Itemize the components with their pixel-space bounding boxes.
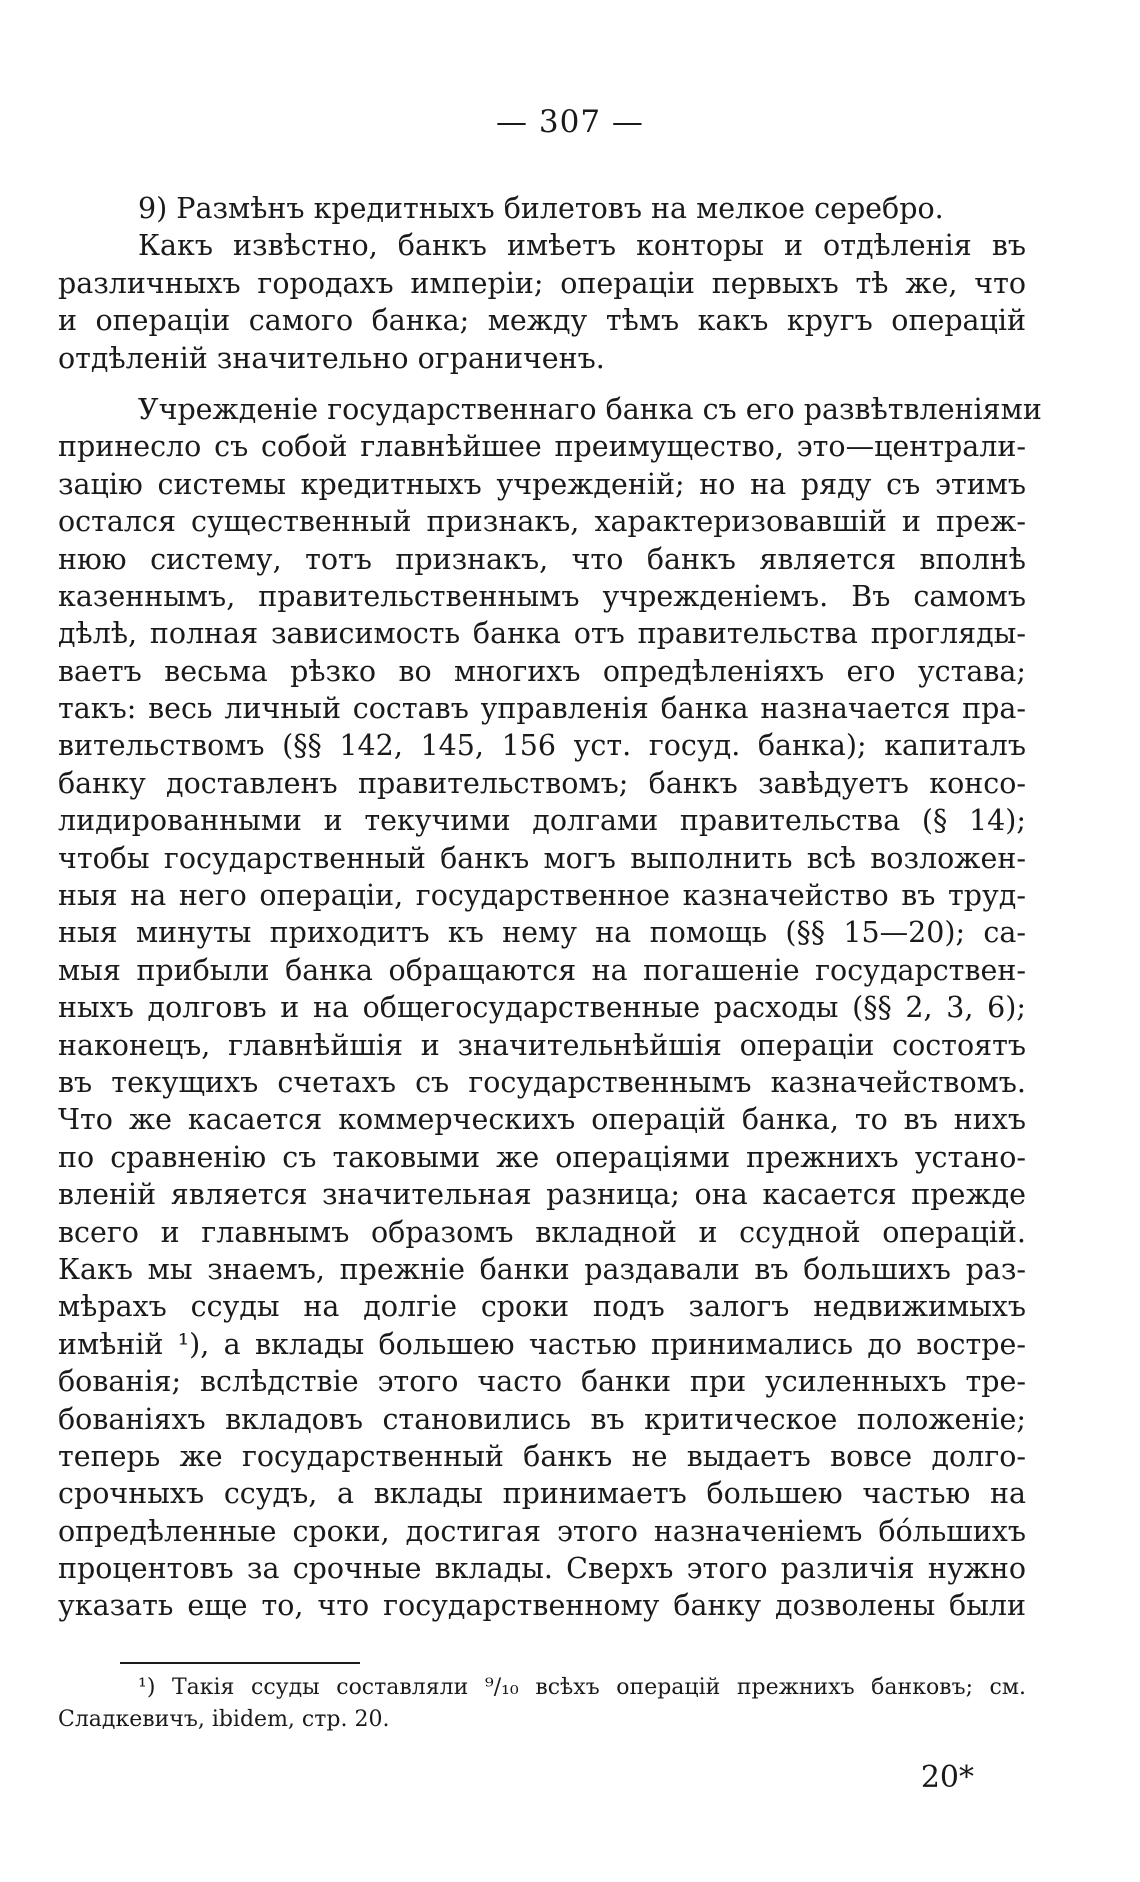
text-line: опредѣленные сроки, достигая этого назначеніемъ бо́льшихъ: [58, 1514, 1026, 1548]
text-line: ваетъ весьма рѣзко во многихъ опредѣленіяхъ его устава;: [58, 654, 1026, 688]
text-line: наконецъ, главнѣйшія и значительнѣйшія операціи состоятъ: [58, 1028, 1026, 1062]
text-line: ныя на него операціи, государственное казначейство въ труд-: [58, 879, 1026, 913]
footnote: [58, 1672, 1026, 1736]
text-line: дѣлѣ, полная зависимость банка отъ правительства прогляды-: [58, 617, 1026, 651]
text-line: вительствомъ (§§ 142, 145, 156 уст. госуд. банка); капиталъ: [58, 729, 1026, 763]
page-number-header: — 307 —: [496, 104, 644, 140]
text-line: ныхъ долговъ и на общегосударственные расходы (§§ 2, 3, 6);: [58, 991, 1026, 1025]
text-line: бованія; вслѣдствіе этого часто банки при усиленныхъ тре-: [58, 1365, 1026, 1399]
text-line: зацію системы кредитныхъ учрежденій; но на ряду съ этимъ: [58, 467, 1026, 501]
text-line: нюю систему, тотъ признакъ, что банкъ является вполнѣ: [58, 542, 1026, 576]
text-line: всего и главнымъ образомъ вкладной и ссудной операцій.: [58, 1215, 1026, 1249]
footnote-line: Сладкевичъ, ibidem, стр. 20.: [58, 1707, 390, 1732]
text-line: различныхъ городахъ имперіи; операціи первыхъ тѣ же, что: [58, 266, 1026, 300]
text-line: срочныхъ ссудъ, а вклады принимаетъ большею частью на: [58, 1477, 1026, 1511]
text-line: Какъ мы знаемъ, прежніе банки раздавали въ большихъ раз-: [58, 1252, 1026, 1286]
text-line: казеннымъ, правительственнымъ учрежденіемъ. Въ самомъ: [58, 579, 1026, 613]
text-line: ныя минуты приходитъ къ нему на помощь (§§ 15—20); са-: [58, 916, 1026, 950]
text-line: мѣрахъ ссуды на долгіе сроки подъ залогъ недвижимыхъ: [58, 1290, 1026, 1324]
text-line: отдѣленій значительно ограниченъ.: [58, 341, 605, 375]
main-text: [58, 190, 1042, 1625]
footnote-line: ¹) Такія ссуды составляли ⁹/₁₀ всѣхъ операцій прежнихъ банковъ; см.: [138, 1675, 1026, 1700]
text-line: въ текущихъ счетахъ съ государственнымъ казначействомъ.: [58, 1065, 1026, 1099]
text-line: по сравненію съ таковыми же операціями прежнихъ устано-: [58, 1140, 1026, 1174]
text-line: вленій является значительная разница; она касается прежде: [58, 1178, 1026, 1212]
signature-mark: 20*: [920, 1760, 974, 1795]
text-line: остался существенный признакъ, характеризовавшій и преж-: [58, 505, 1026, 539]
text-line: Учрежденіе государственнаго банка съ его развѣтвленіями: [138, 392, 1042, 426]
text-line: мыя прибыли банка обращаются на погашеніе государствен-: [58, 953, 1026, 987]
text-line: 9) Размѣнъ кредитныхъ билетовъ на мелкое серебро.: [138, 192, 944, 225]
text-line: банку доставленъ правительствомъ; банкъ завѣдуетъ консо-: [58, 766, 1026, 800]
text-line: Что же касается коммерческихъ операцій банка, то въ нихъ: [58, 1103, 1026, 1137]
text-line: указать еще то, что государственному банку дозволены были: [58, 1589, 1026, 1623]
text-line: имѣній ¹), а вклады большею частью принимались до востре-: [58, 1327, 1026, 1361]
text-line: процентовъ за срочные вклады. Сверхъ этого различія нужно: [58, 1552, 1026, 1586]
text-line: теперь же государственный банкъ не выдаетъ вовсе долго-: [58, 1439, 1026, 1473]
text-line: чтобы государственный банкъ могъ выполнить всѣ возложен-: [58, 841, 1026, 875]
text-line: принесло съ собой главнѣйшее преимущество, это—централи-: [58, 430, 1026, 464]
text-line: Какъ извѣстно, банкъ имѣетъ конторы и отдѣленія въ: [138, 229, 1026, 263]
footnote-divider: [120, 1662, 360, 1664]
text-line: бованіяхъ вкладовъ становились въ критическое положеніе;: [58, 1402, 1026, 1436]
text-line: такъ: весь личный составъ управленія банка назначается пра-: [58, 692, 1026, 726]
text-line: и операціи самого банка; между тѣмъ какъ кругъ операцій: [58, 304, 1026, 338]
text-line: лидированными и текучими долгами правительства (§ 14);: [58, 804, 1026, 838]
